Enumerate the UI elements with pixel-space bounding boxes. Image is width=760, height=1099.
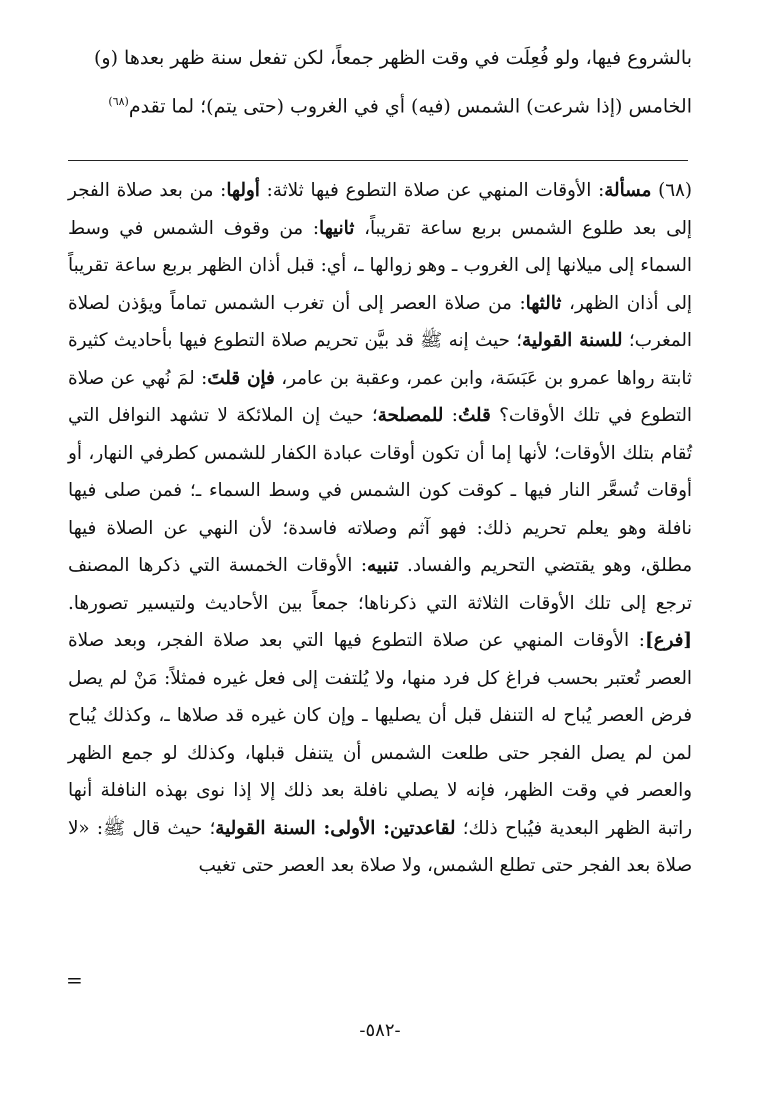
footnote-text: : من بعد صلاة الفجر إلى بعد طلوع الشمس بربع ساعة تقريباً،	[68, 180, 692, 239]
footnote-label-fa-in-qulta: فإن قلتَ	[207, 367, 275, 389]
footnote-paragraph	[68, 172, 692, 885]
footnote-text: ؛ حيث قال ﷺ: «لا صلاة بعد الفجر حتى تطلع الشمس، ولا صلاة بعد العصر حتى تغيب	[68, 817, 692, 876]
footnote-text: ؛ حيث إن الملائكة لا تشهد النوافل التي تُقام بتلك الأوقات؛ لأنها إما أن تكون أوقات عبادة الكفار للشمس كطرفي النهار، أو أوقات تُسعَّر النار فيها ـ كوقت كون الشمس في وسط السماء ـ؛ فمن صلى فيها نافلة وهو يعلم تحريم ذلك: فهو آثم وصلاته فاسدة؛ لأن النهي عن الصلاة فيها مطلق، وهو يقتضي التحريم والفساد.	[68, 405, 692, 576]
footnote-text: : من صلاة العصر إلى أن تغرب الشمس تماماً ويؤذن لصلاة المغرب؛	[68, 292, 692, 351]
footnote-label-thalithuha: ثالثها	[525, 292, 562, 314]
footnote-label-mas-ala: مسألة	[604, 180, 652, 201]
footnote-number: (٦٨)	[658, 180, 692, 201]
main-text-block	[68, 36, 692, 128]
footnote-label-awwaluha: أولها	[226, 180, 260, 201]
footnote-block	[68, 172, 692, 885]
footnote-label-far: [فرع]	[644, 630, 692, 651]
main-text-line-2-text: الخامس (إذا شرعت) الشمس (فيه) أي في الغروب (حتى يتم)؛ لما تقدم	[128, 95, 692, 118]
page-number: -٥٨٢-	[359, 1020, 401, 1041]
main-text-line-1: بالشروع فيها، ولو فُعِلَت في وقت الظهر جمعاً، لكن تفعل سنة ظهر بعدها (و)	[94, 47, 692, 69]
footnote-text: : الأوقات الخمسة التي ذكرها المصنف ترجع إلى تلك الأوقات الثلاثة التي ذكرناها؛ جمعاً بين الأحاديث ولتيسير تصورها.	[68, 555, 692, 614]
footnote-label-qa-idatayn: لقاعدتين: الأولى: السنة القولية	[215, 817, 456, 839]
footnote-divider	[68, 160, 688, 161]
footnote-text: : من وقوف الشمس في وسط السماء إلى ميلانها إلى الغروب ـ وهو زوالها ـ، أي: قبل أذان الظهر بربع ساعة تقريباً إلى أذان الظهر،	[68, 217, 693, 314]
footnote-text: : الأوقات المنهي عن صلاة التطوع فيها التي بعد صلاة الفجر، وبعد صلاة العصر تُعتبر بحسب فراغ كل فرد منها، ولا يُلتفت إلى فعل غيره فمثلاً: مَنْ لم يصل فرض العصر يُباح له التنفل قبل أن يصليها ـ وإن كان غيره قد صلاها ـ، وكذلك يُباح لمن لم يصل الفجر حتى طلعت الشمس أن يتنفل قبلها، وكذلك لو جمع الظهر والعصر في وقت الظهر، فإنه لا يصلي نافلة بعد ذلك إلا إذا نوى بهذه النافلة أنها راتبة الظهر البعدية فيُباح ذلك؛	[68, 630, 692, 839]
footnote-label-thaniha: ثانيها	[319, 217, 355, 239]
main-text-line-2	[68, 80, 692, 128]
footnote-text: :	[443, 405, 458, 426]
continuation-mark: =	[66, 968, 83, 992]
footnote-text: : الأوقات المنهي عن صلاة التطوع فيها ثلاثة:	[259, 180, 605, 201]
footnote-label-qultu: قلتُ	[457, 405, 491, 426]
footnote-label-tanbih: تنبيه	[367, 555, 399, 576]
footnote-text: : لمَ نُهي عن صلاة التطوع في تلك الأوقات؟	[68, 367, 692, 426]
footnote-label-maslaha: للمصلحة	[377, 405, 444, 426]
footnote-label-sunna: للسنة القولية	[522, 330, 623, 351]
footnote-text: ؛ حيث إنه ﷺ قد بيَّن تحريم صلاة التطوع فيها بأحاديث كثيرة ثابتة رواها عمرو بن عَبَسَة، وابن عمر، وعقبة بن عامر،	[68, 330, 692, 389]
footnote-reference: (٦٨)	[108, 95, 129, 108]
